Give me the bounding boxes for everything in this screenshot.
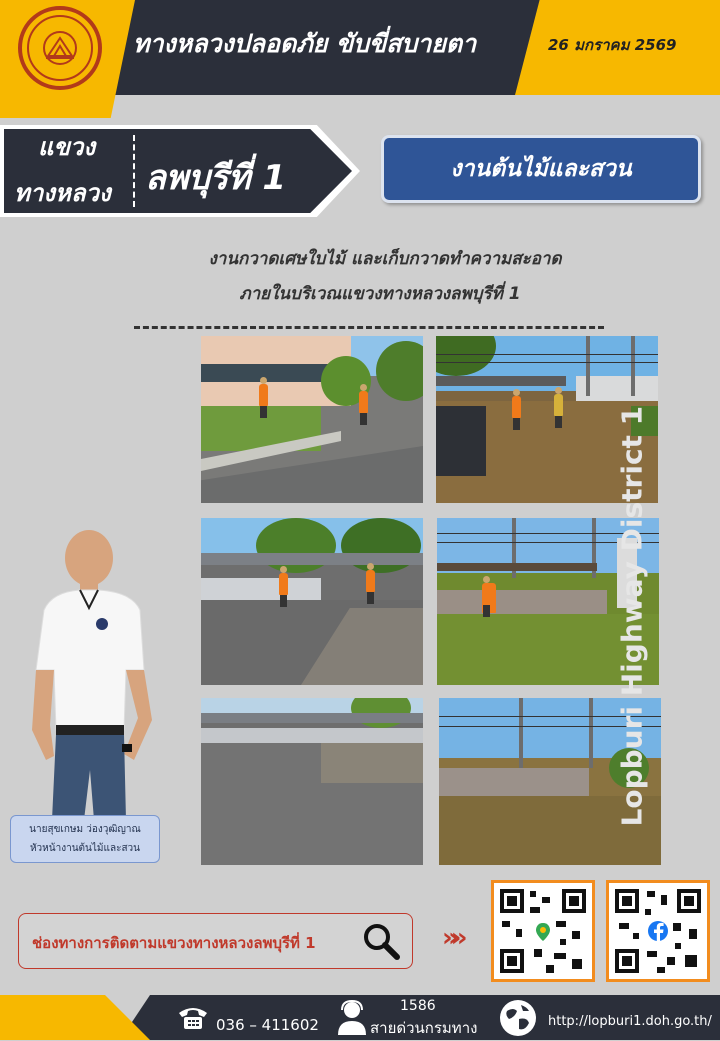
follow-text: ช่องทางการติดตามแขวงทางหลวงลพบุรีที่ 1	[32, 934, 316, 952]
watermark-text: Lopburi Highway District 1	[615, 405, 649, 827]
qr-map-icon	[494, 883, 592, 979]
department-logo	[18, 6, 102, 90]
footer-hotline-number[interactable]: 1586	[400, 998, 436, 1014]
staff-title: หัวหน้างานต้นไม้และสวน	[29, 843, 141, 854]
description-line1: งานกวาดเศษใบไม้ และเก็บกวาดทำความสะอาด	[208, 249, 562, 269]
footer-website[interactable]: http://lopburi1.doh.go.th/	[548, 1014, 712, 1029]
hotline-icon	[336, 999, 368, 1039]
globe-icon	[499, 999, 537, 1041]
work-photo-5	[201, 698, 423, 865]
staff-name: นายสุขเกษม ว่องวุฒิญาณ	[29, 824, 141, 835]
dashed-divider	[134, 326, 604, 329]
footer-phone[interactable]: 036 – 411602	[216, 1016, 319, 1034]
qr-code-facebook[interactable]	[606, 880, 710, 982]
qr-facebook-icon	[609, 883, 707, 979]
work-photo-3	[201, 518, 423, 685]
district-label-line2: ทางหลวง	[14, 179, 111, 207]
search-icon	[361, 921, 401, 961]
department-title: งานต้นไม้และสวน	[381, 135, 701, 203]
staff-caption	[10, 815, 160, 863]
header-date: 26 มกราคม 2569	[548, 36, 677, 54]
badge-divider	[133, 135, 135, 207]
chevron-right-icon: »»	[442, 923, 460, 953]
description-line2: ภายในบริเวณแขวงทางหลวงลพบุรีที่ 1	[239, 284, 521, 304]
work-photo-1	[201, 336, 423, 503]
district-label-line1: แขวง	[38, 133, 96, 161]
qr-code-map[interactable]	[491, 880, 595, 982]
header-slogan: ทางหลวงปลอดภัย ขับขี่สบายตา	[133, 29, 477, 58]
footer-hotline-label: สายด่วนกรมทาง	[370, 1019, 478, 1037]
phone-icon	[176, 1003, 210, 1035]
staff-photo	[22, 520, 172, 820]
district-name: ลพบุรีที่ 1	[145, 158, 286, 198]
footer-accent	[0, 995, 150, 1040]
emblem-icon	[40, 28, 80, 68]
